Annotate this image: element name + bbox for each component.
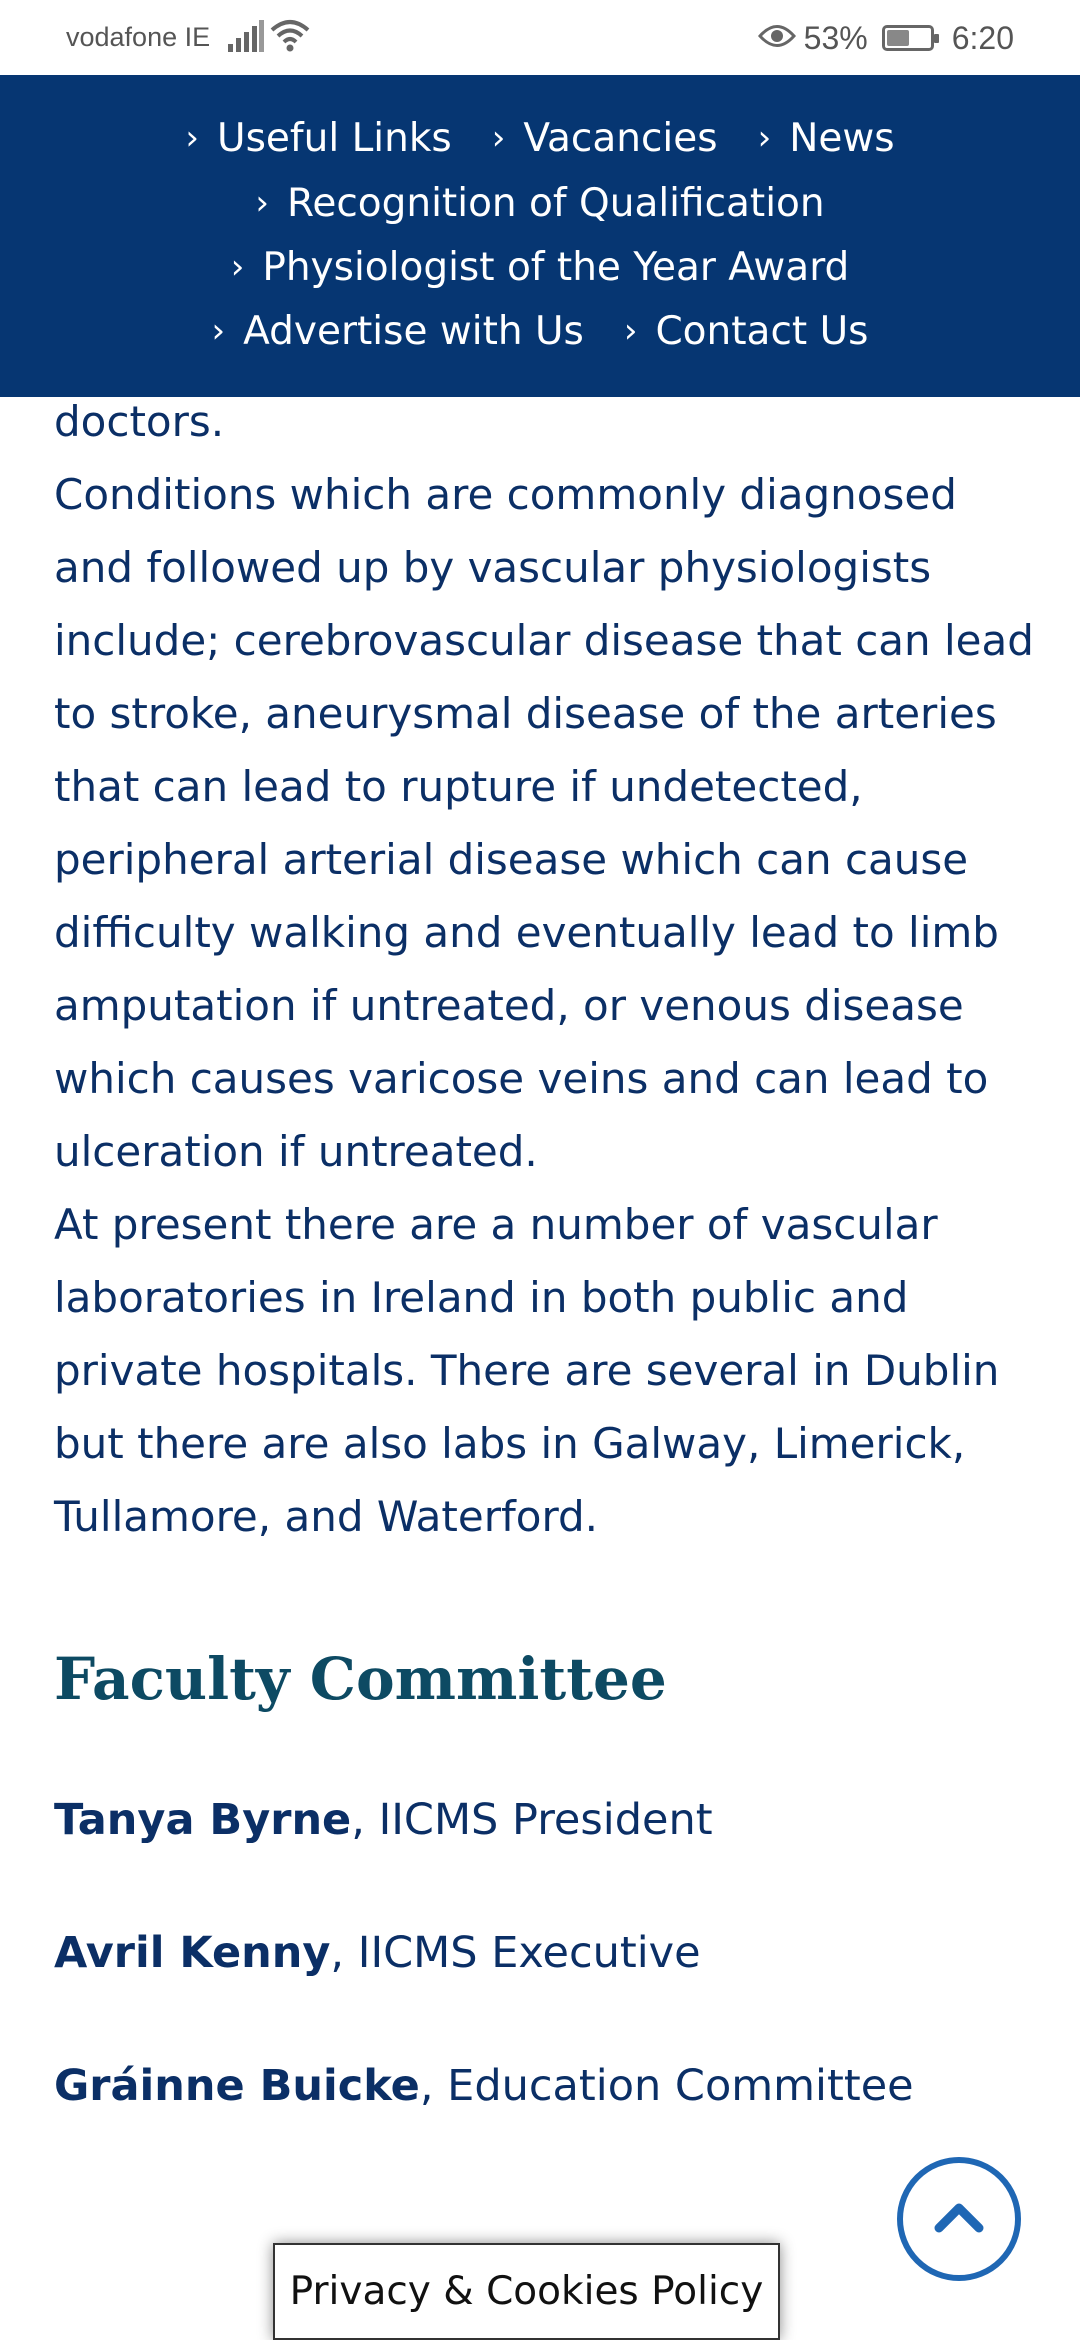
nav-row — [0, 237, 1080, 297]
chevron-right-icon: › — [230, 247, 245, 287]
nav-row — [0, 301, 1080, 361]
paragraph: At present there are a number of vascular laboratories in Ireland in both public and private hospitals. There are several in Dublin but there are also labs in Galway, Limerick, Tullamore, and Waterford. — [54, 1200, 1000, 1541]
member-name: Tanya Byrne — [54, 1795, 352, 1845]
nav-link-contact-us[interactable]: › Contact Us — [623, 308, 869, 354]
paragraph: Conditions which are commonly diagnosed and followed up by vascular physiologists include; cerebrovascular disease that can lead to stroke, aneurysmal disease of the arteries that can lead to rupture if undetected, peripheral arterial disease which can cause difficulty walking and eventually lead to limb amputation if untreated, or venous disease which causes varicose veins and can lead to ulceration if untreated. — [54, 470, 1034, 1176]
privacy-cookies-policy-button[interactable] — [273, 2243, 780, 2340]
committee-member — [54, 1928, 701, 1978]
battery-icon — [882, 25, 934, 51]
chevron-up-icon — [933, 2200, 985, 2239]
main-navigation — [0, 75, 1080, 397]
wifi-icon — [270, 18, 310, 57]
nav-link-physiologist-award[interactable]: › Physiologist of the Year Award — [230, 244, 850, 290]
carrier-name: vodafone IE — [66, 22, 211, 52]
nav-link-recognition-of-qualification[interactable]: › Recognition of Qualification — [255, 180, 825, 226]
privacy-label: Privacy & Cookies Policy — [289, 2269, 764, 2314]
member-role: , Education Committee — [419, 2061, 914, 2111]
member-role: , IICMS President — [351, 1795, 713, 1845]
nav-row — [0, 108, 1080, 168]
eye-icon — [758, 20, 796, 57]
battery-percent: 53% — [803, 19, 868, 56]
chevron-right-icon: › — [757, 118, 772, 158]
status-right — [758, 16, 1014, 60]
committee-member — [54, 1795, 713, 1845]
committee-member — [54, 2061, 914, 2111]
nav-link-news[interactable]: › News — [757, 115, 895, 161]
chevron-right-icon: › — [211, 311, 226, 351]
signal-icon — [228, 20, 264, 57]
nav-link-vacancies[interactable]: › Vacancies — [491, 115, 718, 161]
clock: 6:20 — [951, 19, 1014, 56]
member-role: , IICMS Executive — [330, 1928, 701, 1978]
battery-fill — [887, 30, 909, 46]
status-bar — [0, 0, 1080, 75]
chevron-right-icon: › — [491, 118, 506, 158]
article-body — [54, 385, 1034, 1553]
chevron-right-icon: › — [185, 118, 200, 158]
nav-row — [0, 173, 1080, 233]
nav-link-useful-links[interactable]: › Useful Links — [185, 115, 452, 161]
scroll-to-top-button[interactable] — [897, 2157, 1021, 2281]
member-name: Avril Kenny — [54, 1928, 331, 1978]
nav-link-advertise[interactable]: › Advertise with Us — [211, 308, 584, 354]
member-name: Gráinne Buicke — [54, 2061, 420, 2111]
chevron-right-icon: › — [255, 183, 269, 223]
chevron-right-icon: › — [623, 311, 638, 351]
paragraph: doctors. — [54, 397, 225, 446]
section-heading: Faculty Committee — [54, 1645, 667, 1713]
